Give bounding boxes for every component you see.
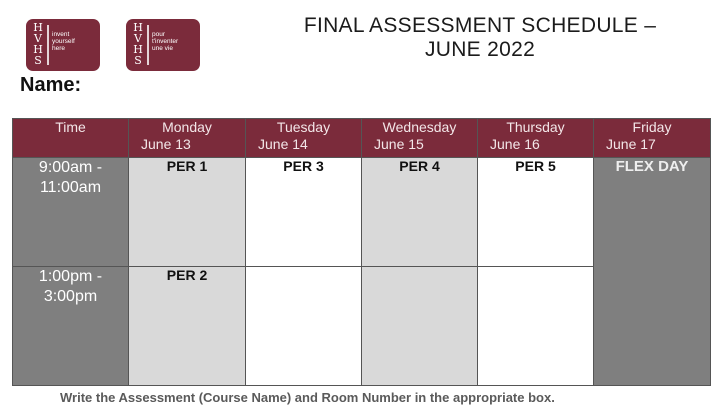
logo-divider: [47, 25, 49, 65]
logo-tagline: invent yourself here: [52, 31, 75, 52]
day-header-wednesday: Wednesday June 15: [362, 119, 478, 158]
name-label: Name:: [20, 74, 82, 96]
logo-divider: [147, 25, 149, 65]
entry-cell-tuesday-pm[interactable]: [246, 267, 362, 386]
logo-letters: H V H S: [33, 21, 43, 67]
entry-cell-tuesday-am[interactable]: PER 3: [246, 158, 362, 267]
day-header-tuesday: Tuesday June 14: [246, 119, 362, 158]
entry-cell-wednesday-am[interactable]: PER 4: [362, 158, 478, 267]
title-line-1: FINAL ASSESSMENT SCHEDULE –: [303, 14, 657, 37]
morning-slot-row: [13, 158, 711, 267]
page-title: [290, 14, 670, 62]
entry-cell-monday-am[interactable]: PER 1: [129, 158, 246, 267]
time-cell-morning: 9:00am - 11:00am: [13, 158, 129, 267]
logo-tagline: pour t'inventer une vie: [152, 31, 179, 52]
logo-letters: H V H S: [133, 21, 143, 67]
entry-cell-wednesday-pm[interactable]: [362, 267, 478, 386]
entry-cell-monday-pm[interactable]: PER 2: [129, 267, 246, 386]
time-header: Time: [13, 119, 129, 158]
day-header-monday: Monday June 13: [129, 119, 246, 158]
entry-cell-thursday-pm[interactable]: [478, 267, 594, 386]
header-row: [13, 119, 711, 158]
time-cell-afternoon: 1:00pm - 3:00pm: [13, 267, 129, 386]
day-header-friday: Friday June 17: [594, 119, 711, 158]
footer-instructions: Write the Assessment (Course Name) and Room Number in the appropriate box.: [60, 390, 555, 405]
day-header-thursday: Thursday June 16: [478, 119, 594, 158]
school-logo-french: [126, 19, 200, 71]
schedule-table: [12, 118, 711, 386]
flex-day-cell: FLEX DAY: [594, 158, 711, 386]
title-line-2: JUNE 2022: [424, 38, 536, 61]
school-logo-english: [26, 19, 100, 71]
entry-cell-thursday-am[interactable]: PER 5: [478, 158, 594, 267]
